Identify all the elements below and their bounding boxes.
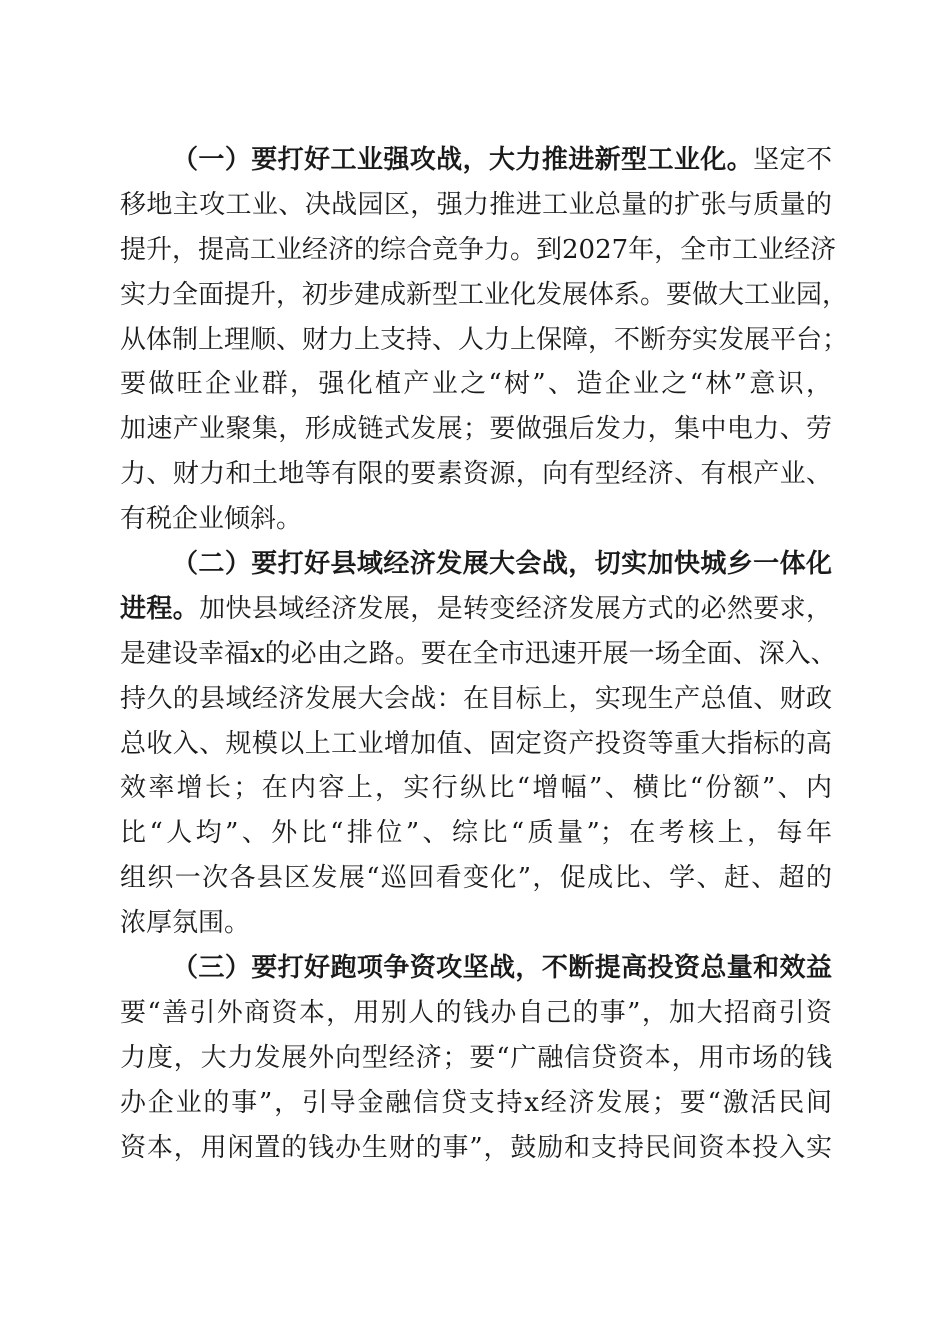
body-text: 从体制上理顺、财力上支持、人力上保障，不断夯实发展平台； xyxy=(120,324,849,355)
body-text: 办企业的事”，引导金融信贷支持x经济发展；要“激活民间 xyxy=(120,1087,832,1118)
text-line xyxy=(120,318,849,363)
text-line xyxy=(120,901,832,946)
text-line xyxy=(120,1036,832,1081)
text-line xyxy=(120,452,832,497)
body-text: 实力全面提升，初步建成新型工业化发展体系。要做大工业园， xyxy=(120,279,849,310)
text-line xyxy=(120,228,837,273)
section-heading: （二）要打好县域经济发展大会战，切实加快城乡一体化 xyxy=(172,549,832,580)
body-text: 力度，大力发展外向型经济；要“广融信贷资本，用市场的钱 xyxy=(120,1042,832,1073)
body-text: 提升，提高工业经济的综合竞争力。到2027年，全市工业经济 xyxy=(120,234,837,265)
text-line xyxy=(120,138,832,183)
text-line xyxy=(120,542,832,587)
body-text: 要“善引外商资本，用别人的钱办自己的事”，加大招商引资 xyxy=(120,997,832,1028)
text-line xyxy=(120,183,832,228)
text-line xyxy=(120,722,832,767)
text-line xyxy=(120,1081,832,1126)
section-heading: （一）要打好工业强攻战，大力推进新型工业化。 xyxy=(172,145,754,175)
paragraph xyxy=(120,946,832,1170)
paragraph xyxy=(120,542,837,946)
text-line xyxy=(120,677,832,722)
section-heading: 进程。 xyxy=(120,593,200,624)
text-line xyxy=(120,856,832,901)
body-text: 效率增长；在内容上，实行纵比“增幅”、横比“份额”、内 xyxy=(120,773,832,804)
body-text: 浓厚氛围。 xyxy=(120,908,251,939)
body-text: 坚定不 xyxy=(753,145,832,175)
text-line xyxy=(120,407,832,452)
text-line xyxy=(120,362,832,407)
text-line xyxy=(120,497,832,542)
body-text: 移地主攻工业、决战园区，强力推进工业总量的扩张与质量的 xyxy=(120,189,832,220)
body-text: 加速产业聚集，形成链式发展；要做强后发力，集中电力、劳 xyxy=(120,414,832,445)
text-line xyxy=(120,587,832,632)
body-text: 有税企业倾斜。 xyxy=(120,504,303,535)
text-line xyxy=(120,273,849,318)
text-line xyxy=(120,766,832,811)
section-heading: （三）要打好跑项争资攻坚战，不断提高投资总量和效益 xyxy=(172,953,832,984)
body-text: 是建设幸福x的必由之路。要在全市迅速开展一场全面、深入、 xyxy=(120,638,837,669)
body-text: 力、财力和土地等有限的要素资源，向有型经济、有根产业、 xyxy=(120,459,832,490)
text-line xyxy=(120,991,832,1036)
body-text: 持久的县域经济发展大会战：在目标上，实现生产总值、财政 xyxy=(120,683,832,714)
body-text: 总收入、规模以上工业增加值、固定资产投资等重大指标的高 xyxy=(120,728,832,759)
body-text: 比“人均”、外比“排位”、综比“质量”；在考核上，每年 xyxy=(120,818,832,849)
text-line xyxy=(120,632,837,677)
body-text: 要做旺企业群，强化植产业之“树”、造企业之“林”意识， xyxy=(120,369,832,400)
document-body xyxy=(120,138,849,1170)
text-line xyxy=(120,811,832,856)
text-line xyxy=(120,946,832,991)
body-text: 组织一次各县区发展“巡回看变化”，促成比、学、赶、超的 xyxy=(120,863,832,894)
body-text: 加快县域经济发展，是转变经济发展方式的必然要求， xyxy=(199,593,832,624)
paragraph xyxy=(120,138,849,542)
body-text: 资本，用闲置的钱办生财的事”，鼓励和支持民间资本投入实 xyxy=(120,1132,832,1163)
text-line xyxy=(120,1126,832,1171)
